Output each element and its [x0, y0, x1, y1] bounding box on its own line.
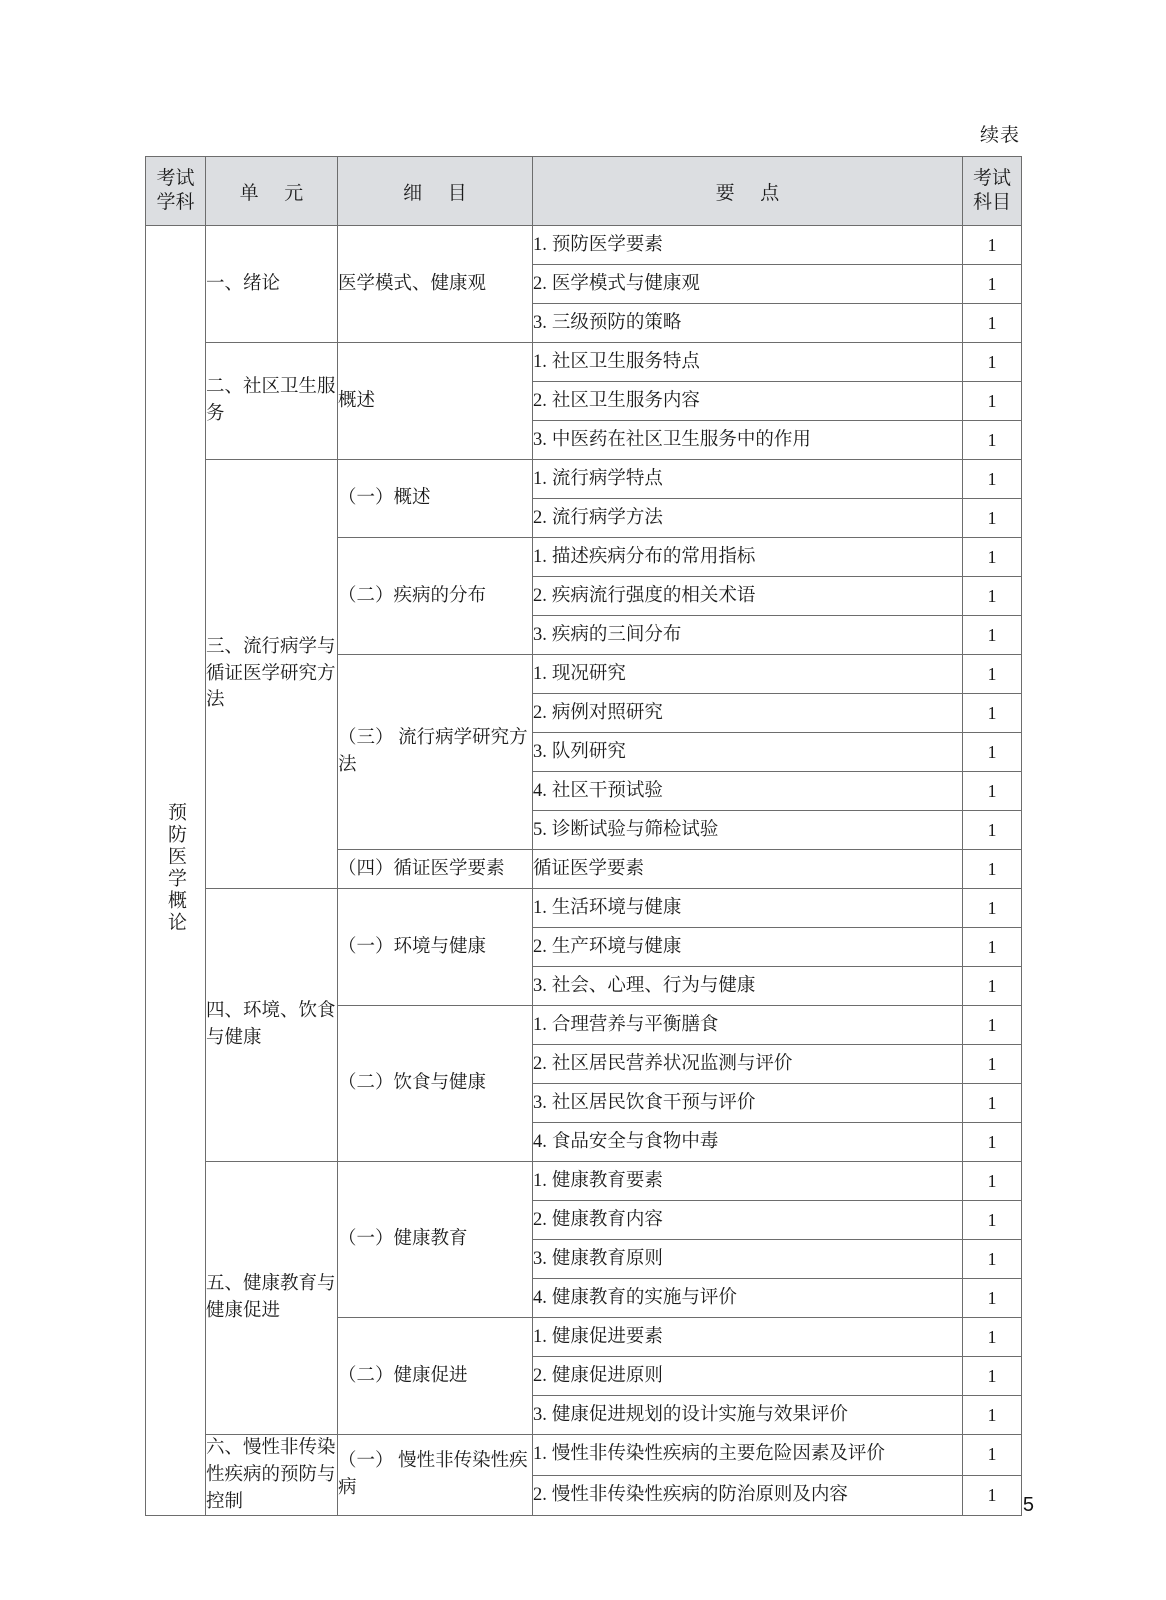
point-text: 生活环境与健康 — [551, 897, 682, 918]
table-row — [146, 226, 1022, 265]
point-cell — [533, 1162, 963, 1201]
point-text: 生产环境与健康 — [551, 936, 682, 957]
point-number: 2. — [533, 936, 547, 957]
exam-code-cell: 1 — [963, 772, 1022, 811]
point-text: 预防医学要素 — [551, 234, 663, 255]
exam-code-cell: 1 — [963, 1240, 1022, 1279]
table-row — [146, 343, 1022, 382]
point-text: 健康促进要素 — [551, 1326, 663, 1347]
point-cell — [533, 1123, 963, 1162]
point-cell — [533, 343, 963, 382]
detail-cell: 概述 — [338, 343, 533, 460]
exam-code-cell: 1 — [963, 889, 1022, 928]
point-text: 流行病学特点 — [551, 468, 663, 489]
exam-code-cell: 1 — [963, 1396, 1022, 1435]
exam-code-cell: 1 — [963, 1279, 1022, 1318]
point-number: 1. — [533, 1444, 547, 1465]
point-text: 中医药在社区卫生服务中的作用 — [551, 429, 811, 450]
point-number: 1. — [533, 351, 547, 372]
exam-code-cell: 1 — [963, 1435, 1022, 1476]
page-number: 5 — [1022, 1494, 1034, 1516]
point-number: 2. — [533, 390, 547, 411]
table-row — [146, 1435, 1022, 1476]
point-cell — [533, 577, 963, 616]
point-cell — [533, 850, 963, 889]
point-number: 1. — [533, 1014, 547, 1035]
point-text: 队列研究 — [551, 741, 626, 762]
point-number: 2. — [533, 1053, 547, 1074]
unit-cell: 三、流行病学与循证医学研究方法 — [206, 460, 338, 889]
exam-code-cell: 1 — [963, 967, 1022, 1006]
point-number: 3. — [533, 429, 547, 450]
detail-cell: （一） 慢性非传染性疾病 — [338, 1435, 533, 1516]
detail-cell: （二）疾病的分布 — [338, 538, 533, 655]
point-text: 社区卫生服务特点 — [551, 351, 700, 372]
exam-code-cell: 1 — [963, 499, 1022, 538]
point-text: 健康教育要素 — [551, 1170, 663, 1191]
exam-code-cell: 1 — [963, 460, 1022, 499]
point-number: 3. — [533, 975, 547, 996]
point-text: 健康教育内容 — [551, 1209, 663, 1230]
point-cell — [533, 1201, 963, 1240]
exam-code-cell: 1 — [963, 304, 1022, 343]
exam-code-cell: 1 — [963, 694, 1022, 733]
point-number: 2. — [533, 1365, 547, 1386]
point-number: 3. — [533, 312, 547, 333]
column-header-point — [533, 157, 963, 226]
exam-code-cell: 1 — [963, 1318, 1022, 1357]
point-cell — [533, 1475, 963, 1516]
point-text: 社区居民饮食干预与评价 — [551, 1092, 756, 1113]
exam-code-cell: 1 — [963, 1123, 1022, 1162]
exam-code-cell: 1 — [963, 577, 1022, 616]
subject-cell — [146, 226, 206, 1516]
point-number: 2. — [533, 702, 547, 723]
column-header-examcode-line1: 考试 — [972, 167, 1011, 189]
exam-code-cell: 1 — [963, 1357, 1022, 1396]
point-number: 1. — [533, 1170, 547, 1191]
point-number: 3. — [533, 624, 547, 645]
point-cell — [533, 1045, 963, 1084]
point-cell — [533, 265, 963, 304]
point-text: 慢性非传染性疾病的防治原则及内容 — [551, 1485, 848, 1506]
point-cell — [533, 1318, 963, 1357]
exam-code-cell: 1 — [963, 1045, 1022, 1084]
table-header-row — [146, 157, 1022, 226]
point-number: 2. — [533, 273, 547, 294]
point-cell — [533, 304, 963, 343]
point-number: 2. — [533, 1209, 547, 1230]
detail-cell: （一）健康教育 — [338, 1162, 533, 1318]
point-text: 医学模式与健康观 — [551, 273, 700, 294]
point-cell — [533, 889, 963, 928]
point-cell — [533, 616, 963, 655]
point-text: 三级预防的策略 — [551, 312, 682, 333]
unit-cell: 四、环境、饮食与健康 — [206, 889, 338, 1162]
column-header-point-label: 要 点 — [715, 182, 790, 204]
detail-cell: （一）概述 — [338, 460, 533, 538]
point-text: 疾病流行强度的相关术语 — [551, 585, 756, 606]
detail-cell: （三） 流行病学研究方法 — [338, 655, 533, 850]
table-row — [146, 460, 1022, 499]
point-text: 慢性非传染性疾病的主要危险因素及评价 — [551, 1444, 885, 1465]
point-cell — [533, 1435, 963, 1476]
exam-code-cell: 1 — [963, 811, 1022, 850]
point-cell — [533, 538, 963, 577]
point-cell — [533, 1084, 963, 1123]
table-row — [146, 889, 1022, 928]
unit-cell: 六、慢性非传染性疾病的预防与控制 — [206, 1435, 338, 1516]
point-number: 1. — [533, 897, 547, 918]
point-number: 3. — [533, 1092, 547, 1113]
exam-code-cell: 1 — [963, 928, 1022, 967]
unit-cell: 一、绪论 — [206, 226, 338, 343]
point-cell — [533, 421, 963, 460]
point-number: 4. — [533, 1131, 547, 1152]
point-cell — [533, 772, 963, 811]
detail-cell: （二）饮食与健康 — [338, 1006, 533, 1162]
point-text: 疾病的三间分布 — [551, 624, 682, 645]
point-number: 1. — [533, 234, 547, 255]
point-cell — [533, 655, 963, 694]
point-cell — [533, 1006, 963, 1045]
exam-code-cell: 1 — [963, 226, 1022, 265]
column-header-subject-line2: 学科 — [156, 192, 195, 213]
point-number: 3. — [533, 1404, 547, 1425]
point-text: 社区卫生服务内容 — [551, 390, 700, 411]
point-number: 2. — [533, 507, 547, 528]
table-row — [146, 1162, 1022, 1201]
exam-code-cell: 1 — [963, 1475, 1022, 1516]
point-cell — [533, 1396, 963, 1435]
point-number: 2. — [533, 585, 547, 606]
detail-cell: （四）循证医学要素 — [338, 850, 533, 889]
point-cell — [533, 967, 963, 1006]
point-cell — [533, 733, 963, 772]
column-header-examcode-line2: 科目 — [972, 192, 1011, 213]
point-number: 4. — [533, 780, 547, 801]
point-cell — [533, 1357, 963, 1396]
column-header-examcode — [963, 157, 1022, 226]
point-text: 食品安全与食物中毒 — [551, 1131, 719, 1152]
point-number: 2. — [533, 1485, 547, 1506]
column-header-detail — [338, 157, 533, 226]
point-text: 健康促进规划的设计实施与效果评价 — [551, 1404, 848, 1425]
point-text: 描述疾病分布的常用指标 — [551, 546, 756, 567]
point-cell — [533, 460, 963, 499]
column-header-subject — [146, 157, 206, 226]
point-text: 社区居民营养状况监测与评价 — [551, 1053, 793, 1074]
column-header-unit — [206, 157, 338, 226]
point-text: 现况研究 — [551, 663, 626, 684]
exam-code-cell: 1 — [963, 538, 1022, 577]
exam-code-cell: 1 — [963, 343, 1022, 382]
point-text: 健康促进原则 — [551, 1365, 663, 1386]
table-body — [146, 226, 1022, 1516]
exam-code-cell: 1 — [963, 1084, 1022, 1123]
table-header — [146, 157, 1022, 226]
syllabus-table — [145, 156, 1022, 1516]
point-number: 1. — [533, 1326, 547, 1347]
column-header-detail-label: 细 目 — [403, 182, 478, 204]
column-header-unit-label: 单 元 — [239, 182, 314, 204]
point-text: 健康教育原则 — [551, 1248, 663, 1269]
point-cell — [533, 382, 963, 421]
unit-cell: 五、健康教育与健康促进 — [206, 1162, 338, 1435]
point-cell — [533, 928, 963, 967]
point-number: 3. — [533, 1248, 547, 1269]
point-cell — [533, 811, 963, 850]
point-cell — [533, 499, 963, 538]
point-number: 5. — [533, 819, 547, 840]
point-text: 社会、心理、行为与健康 — [551, 975, 756, 996]
point-text: 社区干预试验 — [551, 780, 663, 801]
exam-code-cell: 1 — [963, 1006, 1022, 1045]
detail-cell: （二）健康促进 — [338, 1318, 533, 1435]
unit-cell: 二、社区卫生服务 — [206, 343, 338, 460]
point-cell — [533, 1279, 963, 1318]
exam-code-cell: 1 — [963, 733, 1022, 772]
point-number: 1. — [533, 663, 547, 684]
exam-code-cell: 1 — [963, 265, 1022, 304]
subject-label: 预防医学概论 — [165, 801, 186, 934]
point-cell — [533, 1240, 963, 1279]
point-text: 诊断试验与筛检试验 — [551, 819, 719, 840]
point-text: 健康教育的实施与评价 — [551, 1287, 737, 1308]
exam-code-cell: 1 — [963, 655, 1022, 694]
point-text: 循证医学要素 — [533, 858, 645, 879]
point-number: 1. — [533, 546, 547, 567]
point-number: 4. — [533, 1287, 547, 1308]
point-text: 病例对照研究 — [551, 702, 663, 723]
exam-code-cell: 1 — [963, 616, 1022, 655]
point-cell — [533, 694, 963, 733]
detail-cell: （一）环境与健康 — [338, 889, 533, 1006]
point-text: 流行病学方法 — [551, 507, 663, 528]
point-cell — [533, 226, 963, 265]
exam-code-cell: 1 — [963, 1162, 1022, 1201]
exam-code-cell: 1 — [963, 421, 1022, 460]
point-number: 3. — [533, 741, 547, 762]
detail-cell: 医学模式、健康观 — [338, 226, 533, 343]
exam-code-cell: 1 — [963, 382, 1022, 421]
point-number: 1. — [533, 468, 547, 489]
exam-code-cell: 1 — [963, 850, 1022, 889]
running-head: 续表 — [979, 125, 1020, 146]
exam-code-cell: 1 — [963, 1201, 1022, 1240]
column-header-subject-line1: 考试 — [156, 167, 195, 189]
point-text: 合理营养与平衡膳食 — [551, 1014, 719, 1035]
